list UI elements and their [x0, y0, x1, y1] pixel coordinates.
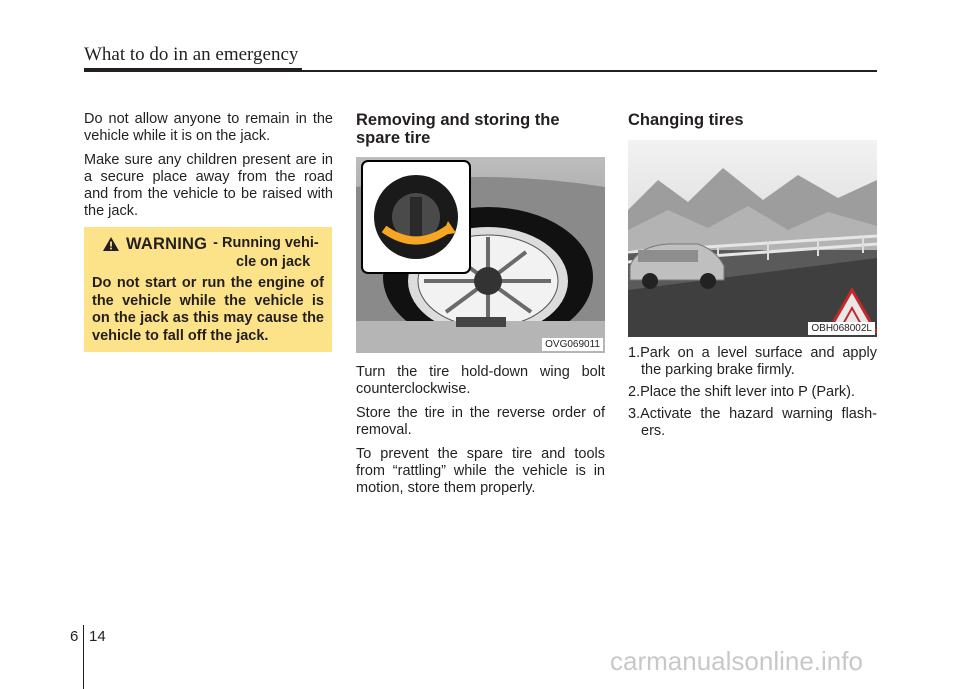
- warning-text: Do not start or run the engine of the vehicle while the vehicle is on the jack as this may cause the vehicle to fall off the jack.: [92, 275, 324, 344]
- footer-section-number: 6: [70, 628, 79, 645]
- changing-tires-figure: [628, 140, 877, 337]
- warning-subtitle-line1: - Running vehi-: [213, 235, 319, 251]
- changing-tires-steps: [628, 345, 877, 440]
- spare-tire-illustration: [356, 157, 605, 353]
- step-3: 3.Activate the hazard warning flash-ers.: [628, 406, 877, 439]
- spare-tire-figure: [356, 157, 605, 353]
- footer-page-number: 14: [89, 628, 106, 645]
- left-paragraph-2: Make sure any children present are in a secure place away from the road and from the vehicle to be raised with the jack.: [84, 152, 333, 219]
- spare-tire-heading: Removing and storing the spare tire: [356, 111, 560, 147]
- warning-word: WARNING: [126, 235, 208, 253]
- warning-header: [102, 235, 324, 254]
- middle-paragraph-2: Store the tire in the reverse order of removal.: [356, 405, 605, 438]
- changing-tires-figure-label: OBH068002L: [808, 322, 875, 335]
- footer-divider: [83, 625, 84, 689]
- changing-tires-heading: Changing tires: [628, 111, 744, 129]
- header-rule-thin: [302, 70, 877, 72]
- left-paragraph-1: Do not allow anyone to remain in the vehicle while it is on the jack.: [84, 111, 333, 144]
- spare-tire-figure-label: OVG069011: [542, 338, 603, 351]
- middle-paragraph-1: Turn the tire hold-down wing bolt counterclockwise.: [356, 364, 605, 397]
- page-header-title: What to do in an emergency: [84, 44, 299, 65]
- roadside-car-illustration: [628, 140, 877, 337]
- middle-column: [356, 111, 605, 153]
- warning-subtitle-line2: cle on jack: [236, 254, 311, 270]
- middle-paragraph-3: To prevent the spare tire and tools from “rattling” while the vehicle is in motion, store them properly.: [356, 446, 605, 496]
- left-column: [84, 111, 333, 227]
- warning-triangle-icon: [102, 236, 120, 252]
- step-2: 2.Place the shift lever into P (Park).: [628, 384, 856, 400]
- middle-column-text: [356, 364, 605, 504]
- header-rule-thick: [84, 68, 302, 72]
- warning-box: [84, 227, 332, 352]
- step-1: 1.Park on a level surface and apply the parking brake firmly.: [628, 345, 877, 378]
- right-column-steps: [628, 345, 877, 445]
- watermark-text: carmanualsonline.info: [610, 646, 863, 676]
- right-column: [628, 111, 877, 135]
